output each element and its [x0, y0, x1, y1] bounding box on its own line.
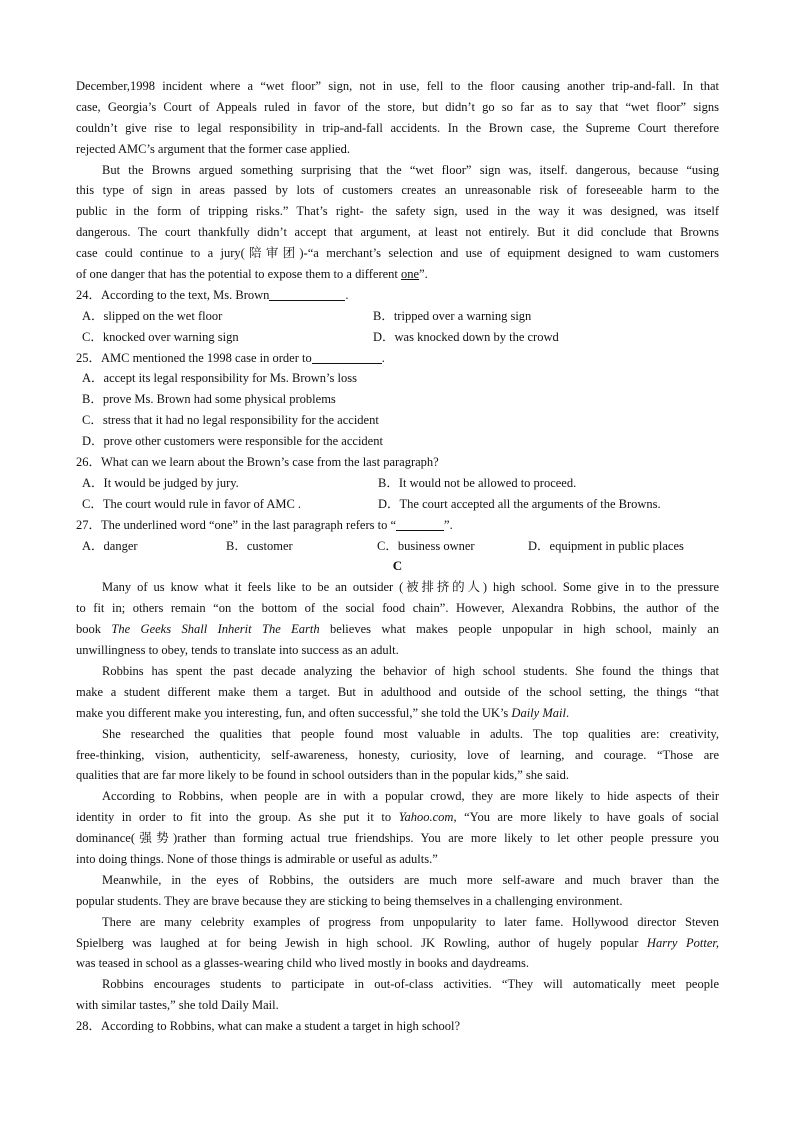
- text-line: There are many celebrity examples of progress from unpopularity to later fame. Hollywood director Steven: [102, 914, 719, 929]
- answer-blank: [269, 287, 345, 301]
- text-line: rejected AMC’s argument that the former case applied.: [76, 141, 350, 156]
- option-a: A．danger: [82, 538, 138, 553]
- question-27: [76, 515, 719, 557]
- answer-blank: [312, 350, 382, 364]
- text-line: to fit in; others remain “on the bottom of the social food chain”. However, Alexandra Robbins, the author of the: [76, 601, 719, 616]
- text-line: Many of us know what it feels like to be an outsider (被排挤的人) high school. Some give in to the pressure: [102, 580, 719, 595]
- question-24: [76, 285, 719, 348]
- option-a: A．slipped on the wet floor: [82, 308, 223, 323]
- text-line: was teased in school as a glasses-wearing child who lived mostly in books and daydreams.: [76, 956, 530, 971]
- text-line: unwillingness to obey, tends to translate into success as an adult.: [76, 643, 399, 658]
- text-line: Meanwhile, in the eyes of Robbins, the outsiders are much more self-aware and much braver than the: [102, 872, 719, 887]
- text-line: make you different make you interesting, fun, and often successful,” she told the UK’s Daily Mail.: [76, 705, 570, 720]
- paragraph: [76, 786, 719, 870]
- paragraph: [76, 974, 719, 1016]
- question-stem: 24．According to the text, Ms. Brown .: [76, 287, 349, 302]
- option-row: [76, 327, 719, 348]
- paragraph: [76, 577, 719, 661]
- question-25: [76, 348, 719, 452]
- question-stem: 27．The underlined word “one” in the last paragraph refers to “ ”.: [76, 517, 453, 532]
- text-line: free-thinking, vision, authenticity, self-awareness, honesty, curiosity, love of learning, and courage. “Those are: [76, 747, 719, 762]
- text-line: December,1998 incident where a “wet floor” sign, not in use, fell to the floor causing another trip-and-fall. In that: [76, 79, 719, 93]
- text-line: popular students. They are brave because they are sticking to being themselves in a challenging environment.: [76, 893, 623, 908]
- text-line: make a student different make them a target. But in adulthood and outside of the school setting, the things “that: [76, 684, 719, 699]
- text-line: She researched the qualities that people found most valuable in adults. The top qualities are: creativity,: [102, 726, 719, 741]
- paragraph: [76, 661, 719, 724]
- option-row: [76, 473, 719, 494]
- option-a: A．It would be judged by jury.: [82, 475, 239, 490]
- option-d: D．The court accepted all the arguments of the Browns.: [378, 496, 661, 511]
- text-line: case could continue to a jury(陪审团)-“a merchant’s selection and use of equipment designed to wam customers: [76, 246, 719, 261]
- text-line: case, Georgia’s Court of Appeals ruled in favor of the store, but didn’t go so far as to say that “wet floor” signs: [76, 99, 719, 114]
- website-name: Yahoo.com: [398, 810, 454, 825]
- option-a: A．accept its legal responsibility for Ms. Brown’s loss: [82, 371, 357, 386]
- paragraph: [76, 160, 719, 285]
- text-line: public in the form of tripping risks.” That’s right- the safety sign, used in the way it was designed, was itself: [76, 204, 719, 219]
- option-b: B．tripped over a warning sign: [373, 308, 532, 323]
- underlined-word: one: [401, 267, 420, 282]
- text-line: into doing things. None of those things is admirable or useful as adults.”: [76, 851, 438, 866]
- book-title: Harry Potter,: [646, 935, 719, 950]
- question-stem: 26．What can we learn about the Brown’s case from the last paragraph?: [76, 455, 439, 470]
- option-c: C．knocked over warning sign: [82, 329, 239, 344]
- option-c: C．The court would rule in favor of AMC .: [82, 496, 302, 511]
- text-line: of one danger that has the potential to expose them to a different one”.: [76, 267, 428, 282]
- question-stem: 25．AMC mentioned the 1998 case in order to .: [76, 350, 385, 365]
- text-line: Spielberg was laughed at for being Jewish in high school. JK Rowling, author of hugely popular Harry Potter,: [76, 935, 719, 950]
- option-row: [76, 536, 719, 557]
- text-line: dangerous. The court thankfully didn’t accept that argument, at least not entirely. But it did conclude that Browns: [76, 225, 719, 240]
- text-line: book The Geeks Shall Inherit The Earth believes what makes people unpopular in high school, mainly an: [76, 622, 719, 637]
- option-b: B．It would not be allowed to proceed.: [378, 475, 577, 490]
- question-26: [76, 452, 719, 515]
- paragraph: [76, 76, 719, 160]
- exam-page: [76, 76, 719, 1037]
- text-line: Robbins has spent the past decade analyzing the behavior of high school students. She found the things that: [102, 663, 719, 678]
- option-d: D．prove other customers were responsible for the accident: [82, 434, 383, 449]
- text-line: According to Robbins, when people are in with a popular crowd, they are more likely to hide aspects of their: [102, 789, 719, 804]
- option-d: D．was knocked down by the crowd: [373, 329, 559, 344]
- option-row: [76, 306, 719, 327]
- publication-name: Daily Mail: [511, 705, 566, 720]
- text-line: identity in order to fit into the group. As she put it to Yahoo.com, “You are more likely to have goals of social: [76, 810, 719, 825]
- option-c: C．business owner: [377, 538, 475, 553]
- answer-blank: [396, 517, 444, 531]
- text-line: this type of sign in areas passed by lots of customers creates an unreasonable risk of foreseeable harm to the: [76, 183, 719, 198]
- text-line: Robbins encourages students to participate in out-of-class activities. “They will automatically meet people: [102, 977, 719, 992]
- text-line: with similar tastes,” she told Daily Mail.: [76, 998, 279, 1013]
- text-line: dominance(强势)rather than forming actual true friendships. You are more likely to let other people pressure you: [76, 831, 719, 846]
- option-b: B．prove Ms. Brown had some physical problems: [82, 392, 336, 407]
- text-line: qualities that are far more likely to be found in school outsiders than in the popular kids,” she said.: [76, 768, 569, 783]
- option-row: [76, 494, 719, 515]
- text-line: couldn’t give rise to legal responsibility in trip-and-fall accidents. In the Brown case, the Supreme Court therefore: [76, 120, 719, 135]
- paragraph: [76, 724, 719, 787]
- book-title: The Geeks Shall Inherit The Earth: [111, 622, 320, 637]
- text-line: But the Browns argued something surprising that the “wet floor” sign was, itself. dangerous, because “using: [102, 162, 719, 177]
- paragraph: [76, 870, 719, 912]
- option-d: D．equipment in public places: [528, 538, 684, 553]
- option-c: C．stress that it had no legal responsibility for the accident: [82, 413, 379, 428]
- option-b: B．customer: [226, 538, 293, 553]
- paragraph: [76, 912, 719, 975]
- section-title: C: [392, 558, 403, 574]
- question-28-stem: 28．According to Robbins, what can make a student a target in high school?: [76, 1019, 461, 1034]
